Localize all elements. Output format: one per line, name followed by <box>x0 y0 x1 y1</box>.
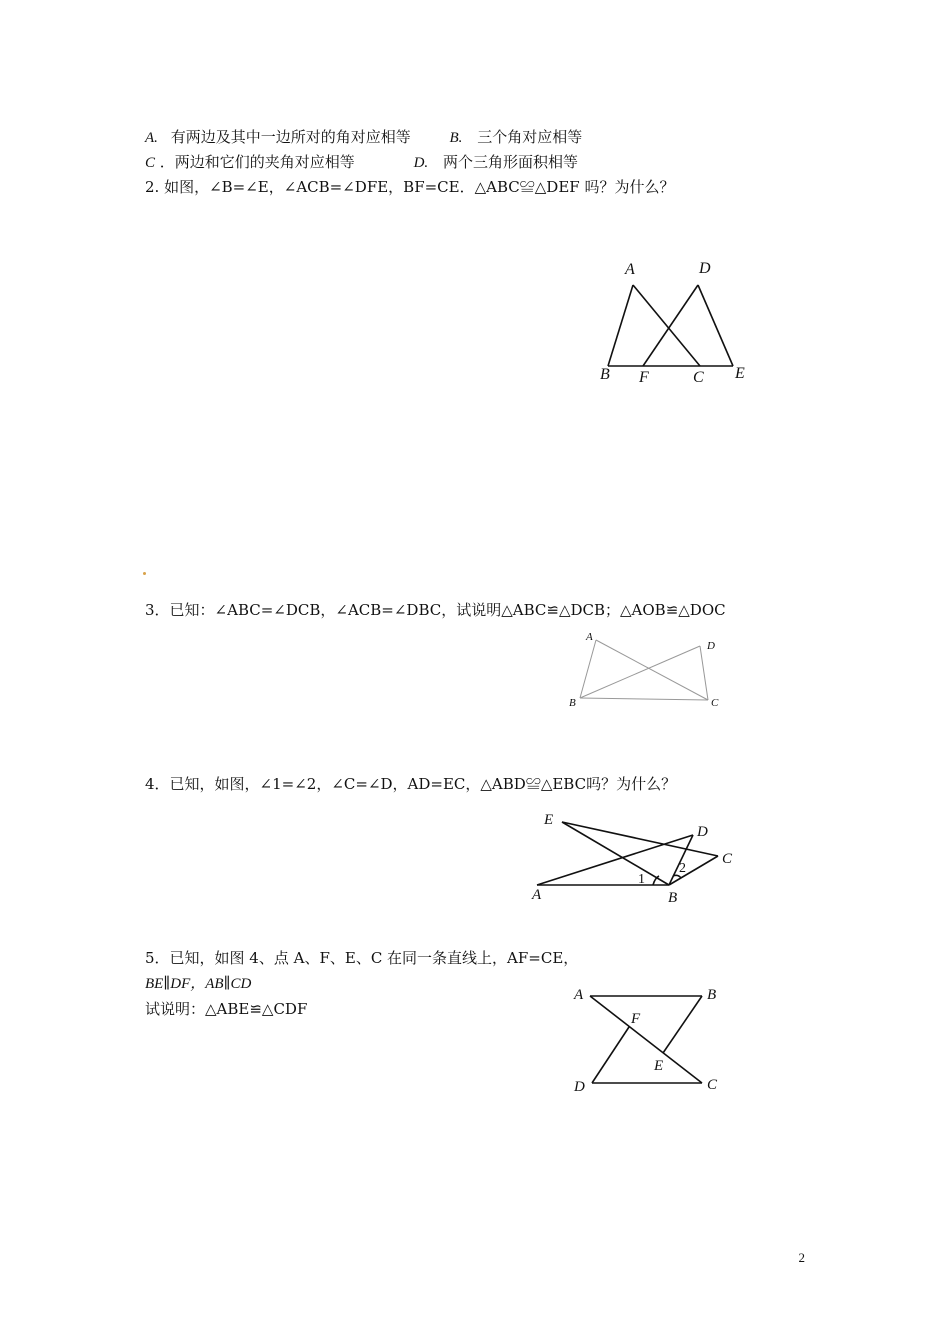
q5-label-d: D <box>574 1079 585 1095</box>
q5-line1: 5．已知，如图 4、点 A、F、E、C 在同一条直线上，AF=CE， <box>145 949 579 967</box>
q5-line3: 试说明：△ABE≌△CDF <box>145 1000 308 1018</box>
q2-label-d: D <box>699 260 711 277</box>
q1-option-b-text: 三个角对应相等 <box>477 128 583 146</box>
q5-label-f: F <box>631 1011 641 1027</box>
q2-label-e: E <box>735 365 745 382</box>
q2-label-a: A <box>625 261 635 278</box>
q2-text: 2. 如图，∠B=∠E，∠ACB=∠DFE，BF=CE．△ABC≌△DEF 吗？为什么？ <box>145 178 675 196</box>
q1-options-row1 <box>145 127 582 148</box>
q4-label-angle2: 2 <box>679 861 686 876</box>
q1-options-row2 <box>145 152 578 173</box>
q3-label-c: C <box>711 697 719 709</box>
q5-label-e: E <box>654 1058 664 1074</box>
q5-label-a: A <box>574 987 584 1003</box>
q4-text: 4．已知，如图，∠1=∠2，∠C=∠D，AD=EC，△ABD≌△EBC吗？为什么？ <box>145 775 677 793</box>
q4-label-a: A <box>532 887 542 903</box>
q1-option-a-label: A. <box>145 130 158 146</box>
q2-label-c: C <box>693 369 704 386</box>
q5-figure <box>565 980 735 1100</box>
q3-figure <box>560 628 730 713</box>
q1-option-d-label: D. <box>413 155 429 171</box>
q4-label-angle1: 1 <box>638 872 645 887</box>
q4-figure <box>525 808 745 908</box>
q5-line2: BE∥DF，AB∥CD <box>145 976 252 992</box>
q2-label-f: F <box>639 369 649 386</box>
q3-label-a: A <box>586 631 593 643</box>
q4-label-e: E <box>544 812 554 828</box>
q5-label-c: C <box>707 1077 718 1093</box>
q1-option-a-text: 有两边及其中一边所对的角对应相等 <box>170 128 411 146</box>
q3-label-d: D <box>707 640 715 652</box>
stray-dot <box>143 572 146 575</box>
q2-label-b: B <box>600 366 610 383</box>
page-number: 2 <box>798 1250 805 1265</box>
q4-label-c: C <box>722 851 733 867</box>
q4-label-b: B <box>668 890 678 906</box>
q4-label-d: D <box>697 824 708 840</box>
q5-label-b: B <box>707 987 717 1003</box>
q1-option-d-text: 两个三角形面积相等 <box>442 153 578 171</box>
q2-figure <box>590 255 760 395</box>
q3-text: 3．已知：∠ABC=∠DCB，∠ACB=∠DBC，试说明△ABC≌△DCB；△AOB≌△DOC <box>145 601 726 619</box>
q3-label-b: B <box>569 697 576 709</box>
q1-option-c-label: C <box>145 155 156 171</box>
q1-option-b-label: B. <box>449 130 463 146</box>
q1-option-c-text: ．两边和它们的夹角对应相等 <box>159 153 355 171</box>
